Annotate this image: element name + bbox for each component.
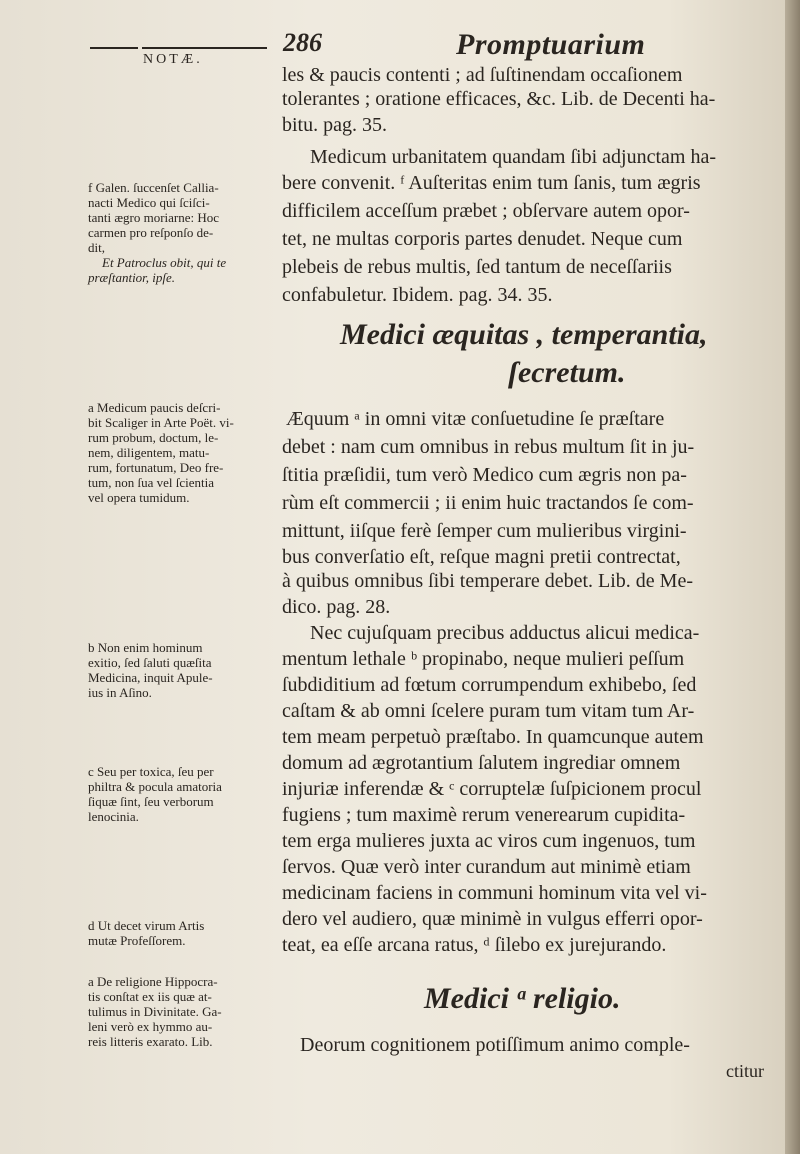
text-line: Deorum cognitionem potiſſimum animo comple- [300, 1034, 690, 1056]
text-line: debet : nam cum omnibus in rebus multum ſit in ju- [282, 436, 695, 458]
margin-note-f [88, 180, 278, 285]
text-line: difficilem acceſſum præbet ; obſervare autem opor- [282, 200, 690, 222]
note-line: philtra & pocula amatoria [88, 779, 222, 794]
text-line: caſtam & ab omni ſcelere puram tum vitam tum Ar- [282, 700, 695, 722]
catchword: ctitur [726, 1061, 764, 1081]
note-line: lenocinia. [88, 809, 139, 824]
margin-note-b [88, 640, 278, 700]
header-rule-mid [142, 47, 267, 49]
text-line: dero vel audiero, quæ minimè in vulgus efferri opor- [282, 908, 703, 930]
page-gutter-edge [785, 0, 800, 1154]
text-line: teat, ea eſſe arcana ratus, ᵈ ſilebo ex jurejurando. [282, 934, 667, 956]
text-line: domum ad ægrotantium ſalutem ingrediar omnem [282, 752, 681, 774]
text-line: injuriæ inferendæ & ᶜ corruptelæ ſuſpicionem procul [282, 778, 702, 800]
note-line: Medicina, inquit Apule- [88, 670, 213, 685]
note-line: a Medicum paucis deſcri- [88, 400, 221, 415]
running-title: Promptuarium [456, 28, 646, 61]
margin-note-c [88, 764, 278, 824]
text-line: ſervos. Quæ verò inter curandum aut minimè etiam [282, 856, 691, 878]
note-line: d Ut decet virum Artis [88, 918, 205, 933]
note-line: ſiquæ ſint, ſeu verborum [88, 794, 214, 809]
note-line: carmen pro reſponſo de- [88, 225, 214, 240]
note-line: tulimus in Divinitate. Ga- [88, 1004, 222, 1019]
margin-note-a1 [88, 400, 278, 505]
note-line: exitio, ſed ſaluti quæſita [88, 655, 212, 670]
text-line: les & paucis contenti ; ad ſuſtinendam occaſionem [282, 64, 683, 86]
text-line: tolerantes ; oratione efficaces, &c. Lib. de Decenti ha- [282, 88, 716, 110]
text-line: ſubdiditium ad fœtum corrumpendum exhibebo, ſed [282, 674, 697, 696]
note-line: b Non enim hominum [88, 640, 203, 655]
text-line: confabuletur. Ibidem. pag. 34. 35. [282, 284, 553, 306]
text-line: bere convenit. ᶠ Auſteritas enim tum ſanis, tum ægris [282, 172, 701, 194]
text-line: Nec cujuſquam precibus adductus alicui medica- [310, 622, 700, 644]
margin-note-a2 [88, 974, 278, 1049]
text-line: rùm eſt commercii ; ii enim huic tractandos ſe com- [282, 492, 694, 514]
note-line: mutæ Profeſſorem. [88, 933, 186, 948]
note-line: tis conſtat ex iis quæ at- [88, 989, 212, 1004]
note-line: tanti ægro moriarne: Hoc [88, 210, 220, 225]
note-line: Et Patroclus obit, qui te [102, 255, 227, 270]
note-line: dit, [88, 240, 105, 255]
text-line: fugiens ; tum maximè rerum venerearum cupidita- [282, 804, 686, 826]
text-line: mittunt, iiſque ferè ſemper cum mulieribus virgini- [282, 520, 687, 542]
page-number: 286 [283, 28, 322, 57]
note-line: tum, non ſua vel ſcientia [88, 475, 214, 490]
section-heading-equity: Medici æquitas , temperantia, [340, 318, 708, 351]
text-line: bitu. pag. 35. [282, 114, 387, 136]
text-line: Medicum urbanitatem quandam ſibi adjunctam ha- [310, 146, 716, 168]
text-line: à quibus omnibus ſibi temperare debet. Lib. de Me- [282, 570, 694, 592]
note-line: ius in Aſino. [88, 685, 152, 700]
note-line: vel opera tumidum. [88, 490, 190, 505]
note-line: præſtantior, ipſe. [88, 270, 176, 285]
text-line: tet, ne multas corporis partes denudet. Neque cum [282, 228, 683, 250]
text-line: Æquum ᵃ in omni vitæ conſuetudine ſe præſtare [286, 408, 665, 430]
note-line: leni verò ex hymmo au- [88, 1019, 213, 1034]
text-line: plebeis de rebus multis, ſed tantum de neceſſariis [282, 256, 672, 278]
text-line: tem meam perpetuò præſtabo. In quamcunque autem [282, 726, 704, 748]
note-line: a De religione Hippocra- [88, 974, 218, 989]
note-line: rum probum, doctum, le- [88, 430, 219, 445]
section-heading-religion: Medici ᵃ religio. [424, 982, 621, 1015]
margin-notes-label: NOTÆ. [143, 52, 203, 67]
text-line: medicinam faciens in communi hominum vita vel vi- [282, 882, 707, 904]
note-line: reis litteris exarato. Lib. [88, 1034, 213, 1049]
note-line: bit Scaliger in Arte Poët. vi- [88, 415, 234, 430]
text-line: dico. pag. 28. [282, 596, 391, 618]
text-line: bus converſatio eſt, reſque magni pretii contrectat, [282, 546, 681, 568]
note-line: f Galen. ſuccenſet Callia- [88, 180, 219, 195]
header-rule-left [90, 47, 138, 49]
note-line: nacti Medico qui ſciſci- [88, 195, 210, 210]
note-line: c Seu per toxica, ſeu per [88, 764, 214, 779]
note-line: nem, diligentem, matu- [88, 445, 210, 460]
section-heading-equity-cont: ſecretum. [508, 356, 626, 389]
text-line: tem erga mulieres juxta ac viros cum ingenuos, tum [282, 830, 696, 852]
note-line: rum, fortunatum, Deo fre- [88, 460, 224, 475]
text-line: mentum lethale ᵇ propinabo, neque mulieri peſſum [282, 648, 685, 670]
margin-note-d [88, 918, 278, 948]
text-line: ſtitia præſidii, tum verò Medico cum ægris non pa- [282, 464, 687, 486]
